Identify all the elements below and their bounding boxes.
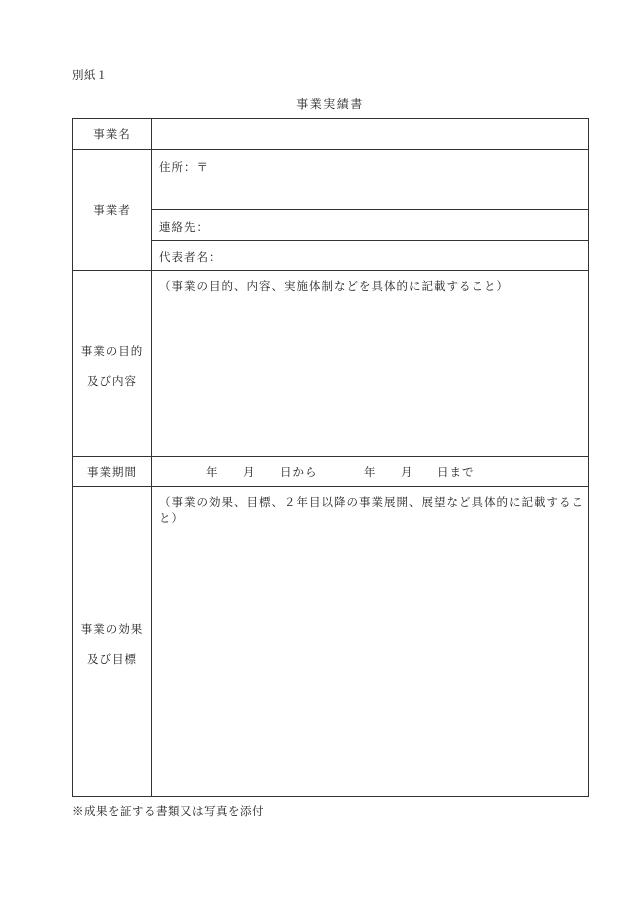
period-start-year[interactable]: 年	[206, 465, 219, 479]
attachment-note: ※成果を証する書類又は写真を添付	[72, 804, 264, 818]
contact-field[interactable]: 連絡先：	[159, 220, 209, 234]
project-name-label: 事業名	[93, 127, 131, 141]
representative-name-field[interactable]: 代表者名：	[159, 250, 222, 264]
annex-label: 別紙１	[72, 68, 108, 82]
effects-label-line2: 及び目標	[87, 652, 137, 666]
row-divider	[73, 486, 588, 487]
row-divider	[151, 209, 588, 210]
row-divider	[151, 240, 588, 241]
project-name-field[interactable]	[159, 119, 582, 150]
period-start-day[interactable]: 日から	[280, 465, 318, 479]
row-divider	[73, 270, 588, 271]
period-end-year[interactable]: 年	[364, 465, 377, 479]
purpose-label-line1: 事業の目的	[80, 344, 144, 358]
effects-content-area[interactable]	[159, 515, 582, 785]
period-label: 事業期間	[87, 465, 137, 479]
document-title: 事業実績書	[296, 97, 364, 111]
business-report-form	[72, 118, 589, 797]
effects-instruction: （事業の効果、目標、２年目以降の事業展開、展望など具体的に記載すること）	[159, 495, 584, 525]
operator-label: 事業者	[93, 203, 131, 217]
purpose-instruction: （事業の目的、内容、実施体制などを具体的に記載すること）	[159, 279, 509, 293]
purpose-label-line2: 及び内容	[87, 374, 137, 388]
purpose-content-area[interactable]	[159, 299, 582, 449]
effects-label-line1: 事業の効果	[80, 622, 144, 636]
period-start-month[interactable]: 月	[243, 465, 256, 479]
period-end-month[interactable]: 月	[401, 465, 414, 479]
column-divider	[151, 119, 152, 796]
address-field[interactable]: 住所：〒	[159, 160, 209, 174]
period-end-day[interactable]: 日まで	[437, 465, 475, 479]
